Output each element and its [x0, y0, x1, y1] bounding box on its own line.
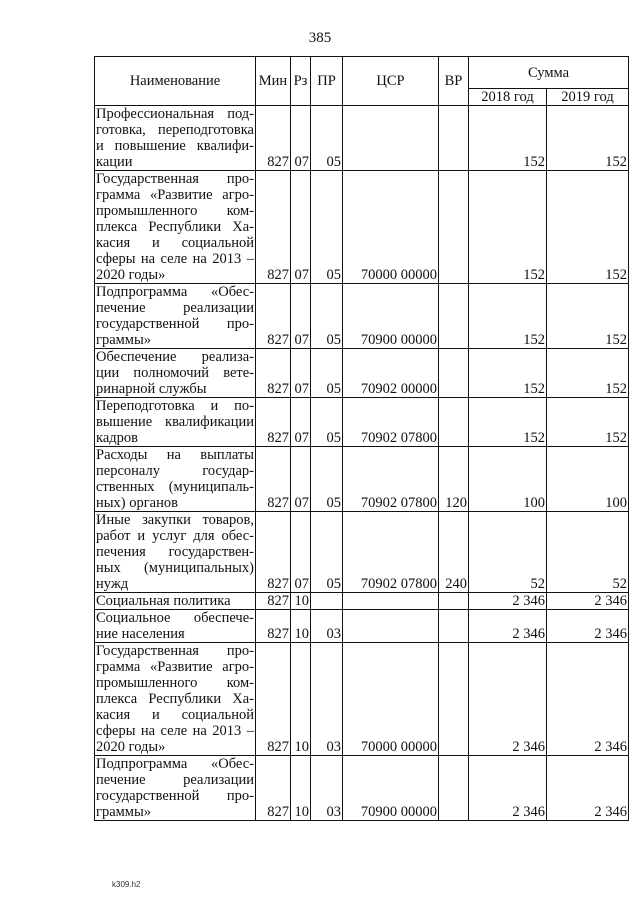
row-name-line: печение реализации: [96, 300, 254, 316]
row-vr: [439, 171, 469, 284]
row-sum-2018: 52: [469, 512, 547, 593]
column-header-name: Наименование: [95, 57, 256, 106]
row-name-line: Переподготовка и по-: [96, 398, 254, 414]
row-min: 827: [256, 643, 291, 756]
row-name-line: промышленного ком-: [96, 203, 254, 219]
row-csr: 70902 07800: [343, 398, 439, 447]
row-sum-2018: 2 346: [469, 593, 547, 610]
row-sum-2019: 152: [547, 284, 629, 349]
row-name-line: 2020 годы»: [96, 739, 166, 755]
row-name: [95, 284, 256, 349]
row-sum-2019: 2 346: [547, 593, 629, 610]
row-pr: 05: [311, 171, 343, 284]
row-name-line: плекса Республики Ха-: [96, 219, 254, 235]
page-number: 385: [308, 30, 332, 46]
row-pr: 05: [311, 447, 343, 512]
row-sum-2018: 2 346: [469, 643, 547, 756]
row-name-line: нужд: [96, 576, 129, 592]
row-name: [95, 756, 256, 821]
row-name: [95, 106, 256, 171]
row-min: 827: [256, 171, 291, 284]
row-csr: 70000 00000: [343, 643, 439, 756]
row-name-line: готовка, переподготовка: [96, 122, 254, 138]
column-header-2018: 2018 год: [469, 89, 547, 106]
row-name-line: печение реализации: [96, 772, 254, 788]
row-pr: 05: [311, 106, 343, 171]
row-csr: 70900 00000: [343, 756, 439, 821]
row-sum-2018: 152: [469, 349, 547, 398]
row-rz: 07: [291, 447, 311, 512]
table-row: [95, 756, 629, 821]
table-row: [95, 447, 629, 512]
row-name-line: ственных (муниципаль-: [96, 479, 254, 495]
row-rz: 10: [291, 593, 311, 610]
row-min: 827: [256, 284, 291, 349]
row-name-line: вышение квалификации: [96, 414, 254, 430]
row-sum-2018: 152: [469, 284, 547, 349]
table-row: [95, 643, 629, 756]
row-min: 827: [256, 610, 291, 643]
row-vr: [439, 593, 469, 610]
row-vr: [439, 610, 469, 643]
row-name: [95, 610, 256, 643]
footer-code: k309.h2: [112, 880, 141, 889]
row-sum-2019: 52: [547, 512, 629, 593]
row-min: 827: [256, 756, 291, 821]
row-sum-2019: 152: [547, 349, 629, 398]
row-name-line: персоналу государ-: [96, 463, 254, 479]
row-name-line: Подпрограмма «Обес-: [96, 284, 254, 300]
row-rz: 07: [291, 171, 311, 284]
row-name-line: касия и социальной: [96, 235, 254, 251]
row-pr: 03: [311, 756, 343, 821]
table-row: [95, 593, 629, 610]
row-rz: 07: [291, 398, 311, 447]
row-rz: 10: [291, 610, 311, 643]
row-sum-2019: 2 346: [547, 756, 629, 821]
row-sum-2019: 2 346: [547, 643, 629, 756]
row-name: [95, 447, 256, 512]
row-sum-2018: 2 346: [469, 610, 547, 643]
row-name-line: ции полномочий вете-: [96, 365, 254, 381]
row-rz: 07: [291, 284, 311, 349]
column-header-rz: Рз: [291, 57, 311, 106]
row-pr: 05: [311, 284, 343, 349]
row-rz: 10: [291, 756, 311, 821]
row-sum-2018: 100: [469, 447, 547, 512]
row-csr: [343, 610, 439, 643]
row-name: [95, 349, 256, 398]
column-header-min: Мин: [256, 57, 291, 106]
row-name-line: грамма «Развитие агро-: [96, 187, 254, 203]
row-sum-2019: 2 346: [547, 610, 629, 643]
column-header-2019: 2019 год: [547, 89, 629, 106]
row-min: 827: [256, 512, 291, 593]
row-vr: 120: [439, 447, 469, 512]
row-name-line: Социальная политика: [96, 593, 231, 609]
row-rz: 10: [291, 643, 311, 756]
row-name-line: Государственная про-: [96, 171, 254, 187]
row-name-line: Социальное обеспече-: [96, 610, 254, 626]
table-row: [95, 610, 629, 643]
row-name-line: граммы»: [96, 804, 151, 820]
row-csr: 70902 00000: [343, 349, 439, 398]
row-min: 827: [256, 593, 291, 610]
row-rz: 07: [291, 106, 311, 171]
row-vr: 240: [439, 512, 469, 593]
table-row: [95, 171, 629, 284]
row-min: 827: [256, 106, 291, 171]
table-body: [95, 106, 629, 821]
row-csr: 70000 00000: [343, 171, 439, 284]
row-pr: 05: [311, 512, 343, 593]
row-name-line: ных (муниципальных): [96, 560, 254, 576]
row-min: 827: [256, 447, 291, 512]
row-min: 827: [256, 349, 291, 398]
row-name-line: ных) органов: [96, 495, 178, 511]
row-vr: [439, 643, 469, 756]
budget-table: [94, 56, 629, 821]
row-name: [95, 171, 256, 284]
row-sum-2019: 152: [547, 171, 629, 284]
row-pr: [311, 593, 343, 610]
row-name-line: Подпрограмма «Обес-: [96, 756, 254, 772]
row-name-line: Государственная про-: [96, 643, 254, 659]
row-rz: 07: [291, 512, 311, 593]
row-name-line: Обеспечение реализа-: [96, 349, 254, 365]
row-sum-2019: 100: [547, 447, 629, 512]
row-name-line: сферы на селе на 2013 –: [96, 723, 254, 739]
row-name-line: грамма «Развитие агро-: [96, 659, 254, 675]
row-name-line: работ и услуг для обес-: [96, 528, 254, 544]
row-vr: [439, 106, 469, 171]
row-pr: 03: [311, 643, 343, 756]
row-name-line: печения государствен-: [96, 544, 254, 560]
row-name-line: кации: [96, 154, 133, 170]
row-name-line: 2020 годы»: [96, 267, 166, 283]
row-name-line: ринарной службы: [96, 381, 207, 397]
row-name-line: сферы на селе на 2013 –: [96, 251, 254, 267]
table-row: [95, 398, 629, 447]
row-vr: [439, 284, 469, 349]
row-name: [95, 593, 256, 610]
row-csr: [343, 106, 439, 171]
row-name: [95, 398, 256, 447]
row-sum-2019: 152: [547, 106, 629, 171]
row-name: [95, 512, 256, 593]
row-name-line: Иные закупки товаров,: [96, 512, 254, 528]
row-sum-2018: 2 346: [469, 756, 547, 821]
table-row: [95, 284, 629, 349]
row-sum-2018: 152: [469, 171, 547, 284]
row-vr: [439, 756, 469, 821]
row-name-line: плекса Республики Ха-: [96, 691, 254, 707]
row-name-line: граммы»: [96, 332, 151, 348]
row-vr: [439, 349, 469, 398]
row-sum-2019: 152: [547, 398, 629, 447]
row-min: 827: [256, 398, 291, 447]
row-name-line: промышленного ком-: [96, 675, 254, 691]
row-pr: 03: [311, 610, 343, 643]
row-sum-2018: 152: [469, 398, 547, 447]
row-name-line: ние населения: [96, 626, 185, 642]
row-vr: [439, 398, 469, 447]
row-name: [95, 643, 256, 756]
row-csr: 70900 00000: [343, 284, 439, 349]
table-header: [95, 57, 629, 106]
row-name-line: Профессиональная под-: [96, 106, 254, 122]
row-csr: 70902 07800: [343, 512, 439, 593]
column-header-pr: ПР: [311, 57, 343, 106]
row-name-line: государственной про-: [96, 316, 254, 332]
row-name-line: кадров: [96, 430, 138, 446]
row-pr: 05: [311, 349, 343, 398]
row-pr: 05: [311, 398, 343, 447]
row-name-line: касия и социальной: [96, 707, 254, 723]
table-row: [95, 349, 629, 398]
column-header-csr: ЦСР: [343, 57, 439, 106]
row-csr: [343, 593, 439, 610]
column-header-vr: ВР: [439, 57, 469, 106]
column-header-sum: Сумма: [469, 57, 629, 89]
table-row: [95, 106, 629, 171]
row-rz: 07: [291, 349, 311, 398]
row-sum-2018: 152: [469, 106, 547, 171]
table-row: [95, 512, 629, 593]
row-name-line: Расходы на выплаты: [96, 447, 254, 463]
row-name-line: государственной про-: [96, 788, 254, 804]
row-csr: 70902 07800: [343, 447, 439, 512]
row-name-line: и повышение квалифи-: [96, 138, 254, 154]
